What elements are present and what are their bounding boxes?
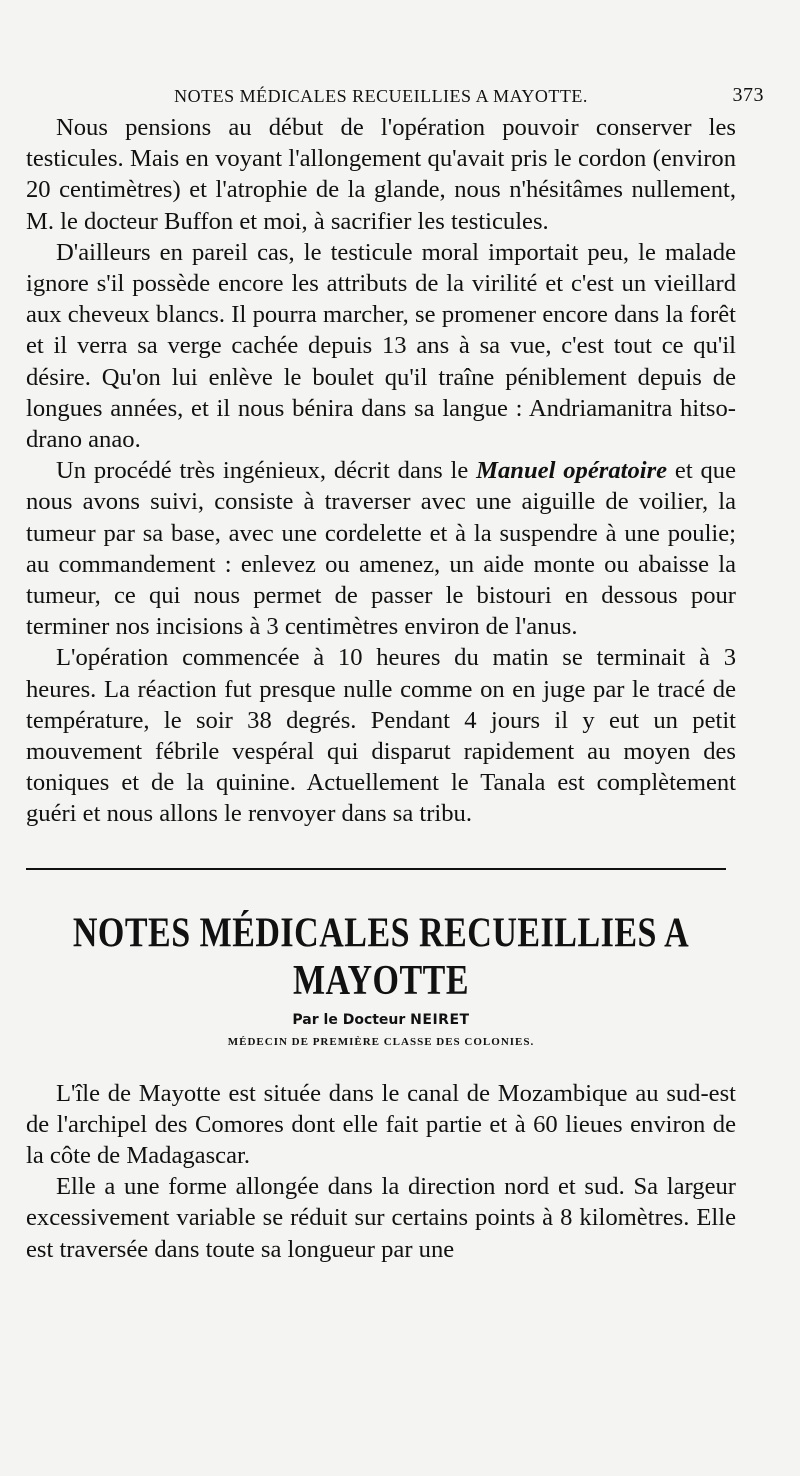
author-affiliation: MÉDECIN DE PREMIÈRE CLASSE DES COLONIES. bbox=[227, 1035, 535, 1048]
author-name: NEIRET bbox=[410, 1011, 470, 1028]
running-head bbox=[26, 76, 764, 112]
section-divider bbox=[26, 868, 726, 870]
paragraph: D'ailleurs en pareil cas, le testicule moral importait peu, le malade ignore s'il possède encore les attributs de la virilité et c'est un vieillard aux cheveux blancs. Il pourra marcher, se promener encore dans la forêt et il verra sa verge cachée depuis 13 ans à sa vue, c'est tout ce qu'il désire. Qu'on lui enlève le boulet qu'il traîne péniblement depuis de longues années, et il nous bénira dans sa langue : Andriamanitra hitso-drano anao. bbox=[26, 238, 736, 454]
paragraph: L'opération commencée à 10 heures du matin se terminait à 3 heures. La réaction fut presque nulle comme on en juge par le tracé de température, le soir 38 degrés. Pendant 4 jours il y eut un petit mouvement fébrile vespéral qui disparut rapidement au moyen des toniques et de la quinine. Actuellement le Tanala est complètement guéri et nous allons le renvoyer dans sa tribu. bbox=[26, 644, 736, 828]
paragraph: L'île de Mayotte est située dans le canal de Mozambique au sud-est de l'archipel des Comores dont elle fait partie et à 60 lieues environ de la côte de Madagascar. bbox=[26, 1079, 736, 1170]
paragraph: Nous pensions au début de l'opération pouvoir conserver les testicules. Mais en voyant l'allongement qu'avait pris le cordon (environ 20 centimètres) et l'atrophie de la glande, nous n'hésitâmes nullement, M. le docteur Buffon et moi, à sacrifier les testicules. bbox=[26, 114, 736, 235]
byline-prefix: Par le Docteur bbox=[292, 1011, 406, 1028]
page-number: 373 bbox=[732, 84, 764, 106]
page bbox=[26, 76, 764, 1265]
paragraph-text: Un procédé très ingénieux, décrit dans le bbox=[56, 457, 477, 485]
running-title: NOTES MÉDICALES RECUEILLIES A MAYOTTE. bbox=[174, 86, 588, 106]
article-body bbox=[26, 1078, 736, 1265]
byline bbox=[26, 1012, 736, 1028]
article-title: NOTES MÉDICALES RECUEILLIES A MAYOTTE bbox=[72, 909, 690, 1004]
paragraph bbox=[26, 455, 736, 642]
book-title-italic: Manuel opératoire bbox=[476, 457, 668, 485]
paragraph: Elle a une forme allongée dans la direction nord et sud. Sa largeur excessivement variable se réduit sur certains points à 8 kilomètres. Elle est traversée dans toute sa longueur par une bbox=[26, 1173, 736, 1263]
paragraph-text: et que nous avons suivi, consiste à traverser avec une aiguille de voilier, la tumeur par sa base, avec une cordelette et à la suspendre à une poulie; au commandement : enlevez ou amenez, un aide monte ou abaisse la tumeur, ce qui nous permet de passer le bistouri en dessous pour terminer nos incisions à 3 centimètres environ de l'anus. bbox=[26, 457, 736, 641]
